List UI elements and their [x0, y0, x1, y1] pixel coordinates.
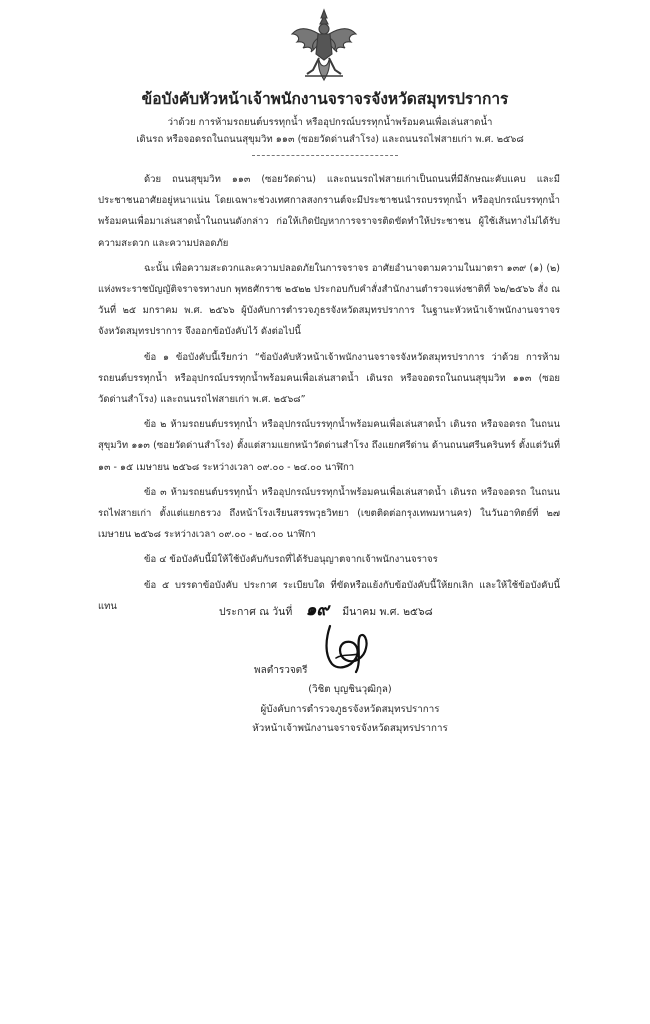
- signatory-block: [240, 680, 460, 739]
- garuda-emblem-icon: [289, 8, 359, 82]
- subject-block: [130, 114, 530, 148]
- paragraph-clause-3: ข้อ ๓ ห้ามรถยนต์บรรทุกน้ำ หรืออุปกรณ์บรรทุกน้ำพร้อมคนเพื่อเล่นสาดน้ำ เดินรถ หรือจอดรถ ในถนนรถไฟสายเก่า ตั้งแต่แยกธรวง ถึงหน้าโรงเรียนสรรพวุธวิทยา (เขตติดต่อกรุงเทพมหานคร) ในวันอาทิตย์ที่ ๒๗ เมษายน ๒๕๖๘ ระหว่างเวลา ๐๙.๐๐ - ๒๔.๐๐ นาฬิกา: [98, 486, 560, 541]
- document-title: ข้อบังคับหัวหน้าเจ้าพนักงานจราจรจังหวัดสมุทรปราการ: [141, 90, 509, 108]
- signatory-position: ผู้บังคับการตำรวจภูธรจังหวัดสมุทรปราการ: [260, 703, 440, 715]
- paragraph-clause-2: ข้อ ๒ ห้ามรถยนต์บรรทุกน้ำ หรืออุปกรณ์บรรทุกน้ำพร้อมคนเพื่อเล่นสาดน้ำ เดินรถ หรือจอดรถ ในถนนสุขุมวิท ๑๑๓ (ซอยวัดด่านสำโรง) ตั้งแต่สามแยกหน้าวัดด่านสำโรง ถึงแยกศรีด่าน ด้านถนนศรีนครินทร์ ตั้งแต่วันที่ ๑๓ - ๑๕ เมษายน ๒๕๖๘ ระหว่างเวลา ๐๙.๐๐ - ๒๔.๐๐ นาฬิกา: [98, 419, 560, 473]
- paragraph-clause-5: ข้อ ๕ บรรดาข้อบังคับ ประกาศ ระเบียบใด ที่ขัดหรือแย้งกับข้อบังคับนี้ให้ยกเลิก และให้ใช้ข้อบังคับนี้แทน: [98, 579, 560, 612]
- paragraph-authority: ฉะนั้น เพื่อความสะดวกและความปลอดภัยในการจราจร อาศัยอำนาจตามความในมาตรา ๑๓๙ (๑) (๒) แห่งพระราชบัญญัติจราจรทางบก พุทธศักราช ๒๕๒๒ ประกอบกับคำสั่งสำนักงานตำรวจแห่งชาติที่ ๖๒/๒๕๖๖ สั่ง ณ วันที่ ๒๕ มกราคม พ.ศ. ๒๕๖๖ ผู้บังคับการตำรวจภูธรจังหวัดสมุทรปราการ ในฐานะหัวหน้าเจ้าพนักงานจราจรจังหวัดสมุทรปราการ จึงออกข้อบังคับไว้ ดังต่อไปนี้: [98, 262, 560, 338]
- paragraph-clause-1: ข้อ ๑ ข้อบังคับนี้เรียกว่า “ข้อบังคับหัวหน้าเจ้าพนักงานจราจรจังหวัดสมุทรปราการ ว่าด้วย การห้ามรถยนต์บรรทุกน้ำ หรืออุปกรณ์บรรทุกน้ำพร้อมคนเพื่อเล่นสาดน้ำ เดินรถ หรือจอดรถในถนนสุขุมวิท ๑๑๓ (ซอยวัดด่านสำโรง) และถนนรถไฟสายเก่า พ.ศ. ๒๕๖๘”: [98, 351, 560, 406]
- signatory-position: หัวหน้าเจ้าพนักงานจราจรจังหวัดสมุทรปราการ: [252, 723, 448, 734]
- document-body: [98, 169, 560, 621]
- subject-line: เดินรถ หรือจอดรถในถนนสุขุมวิท ๑๑๓ (ซอยวัดด่านสำโรง) และถนนรถไฟสายเก่า พ.ศ. ๒๕๖๘: [136, 134, 524, 145]
- signatory-rank: พลตำรวจตรี: [254, 665, 308, 676]
- announcement-day: ๑๙: [305, 600, 329, 620]
- paragraph-clause-4: ข้อ ๔ ข้อบังคับนี้มิให้ใช้บังคับกับรถที่ได้รับอนุญาตจากเจ้าพนักงานจราจร: [144, 554, 438, 566]
- paragraph-preamble: ด้วย ถนนสุขุมวิท ๑๑๓ (ซอยวัดด่าน) และถนนรถไฟสายเก่าเป็นถนนที่มีลักษณะคับแคบ และมีประชาชนอาศัยอยู่หนาแน่น โดยเฉพาะช่วงเทศกาลสงกรานต์จะมีประชาชนนำรถบรรทุกน้ำ หรืออุปกรณ์บรรทุกน้ำพร้อมคนเพื่อมาเล่นสาดน้ำในถนนดังกล่าว ก่อให้เกิดปัญหาการจราจรติดขัดทำให้ประชาชน ผู้ใช้เส้นทางไม่ได้รับความสะดวก และความปลอดภัย: [98, 174, 560, 249]
- signatory-name: (วิชิต บุญชินวุฒิกุล): [308, 684, 392, 695]
- subject-line: ว่าด้วย การห้ามรถยนต์บรรทุกน้ำ หรืออุปกรณ์บรรทุกน้ำพร้อมคนเพื่อเล่นสาดน้ำ: [167, 117, 493, 128]
- announcement-prefix: ประกาศ ณ วันที่: [219, 606, 293, 618]
- divider: [252, 155, 398, 156]
- announcement-month-year: มีนาคม พ.ศ. ๒๕๖๘: [342, 606, 433, 618]
- handwritten-signature-icon: [316, 618, 376, 678]
